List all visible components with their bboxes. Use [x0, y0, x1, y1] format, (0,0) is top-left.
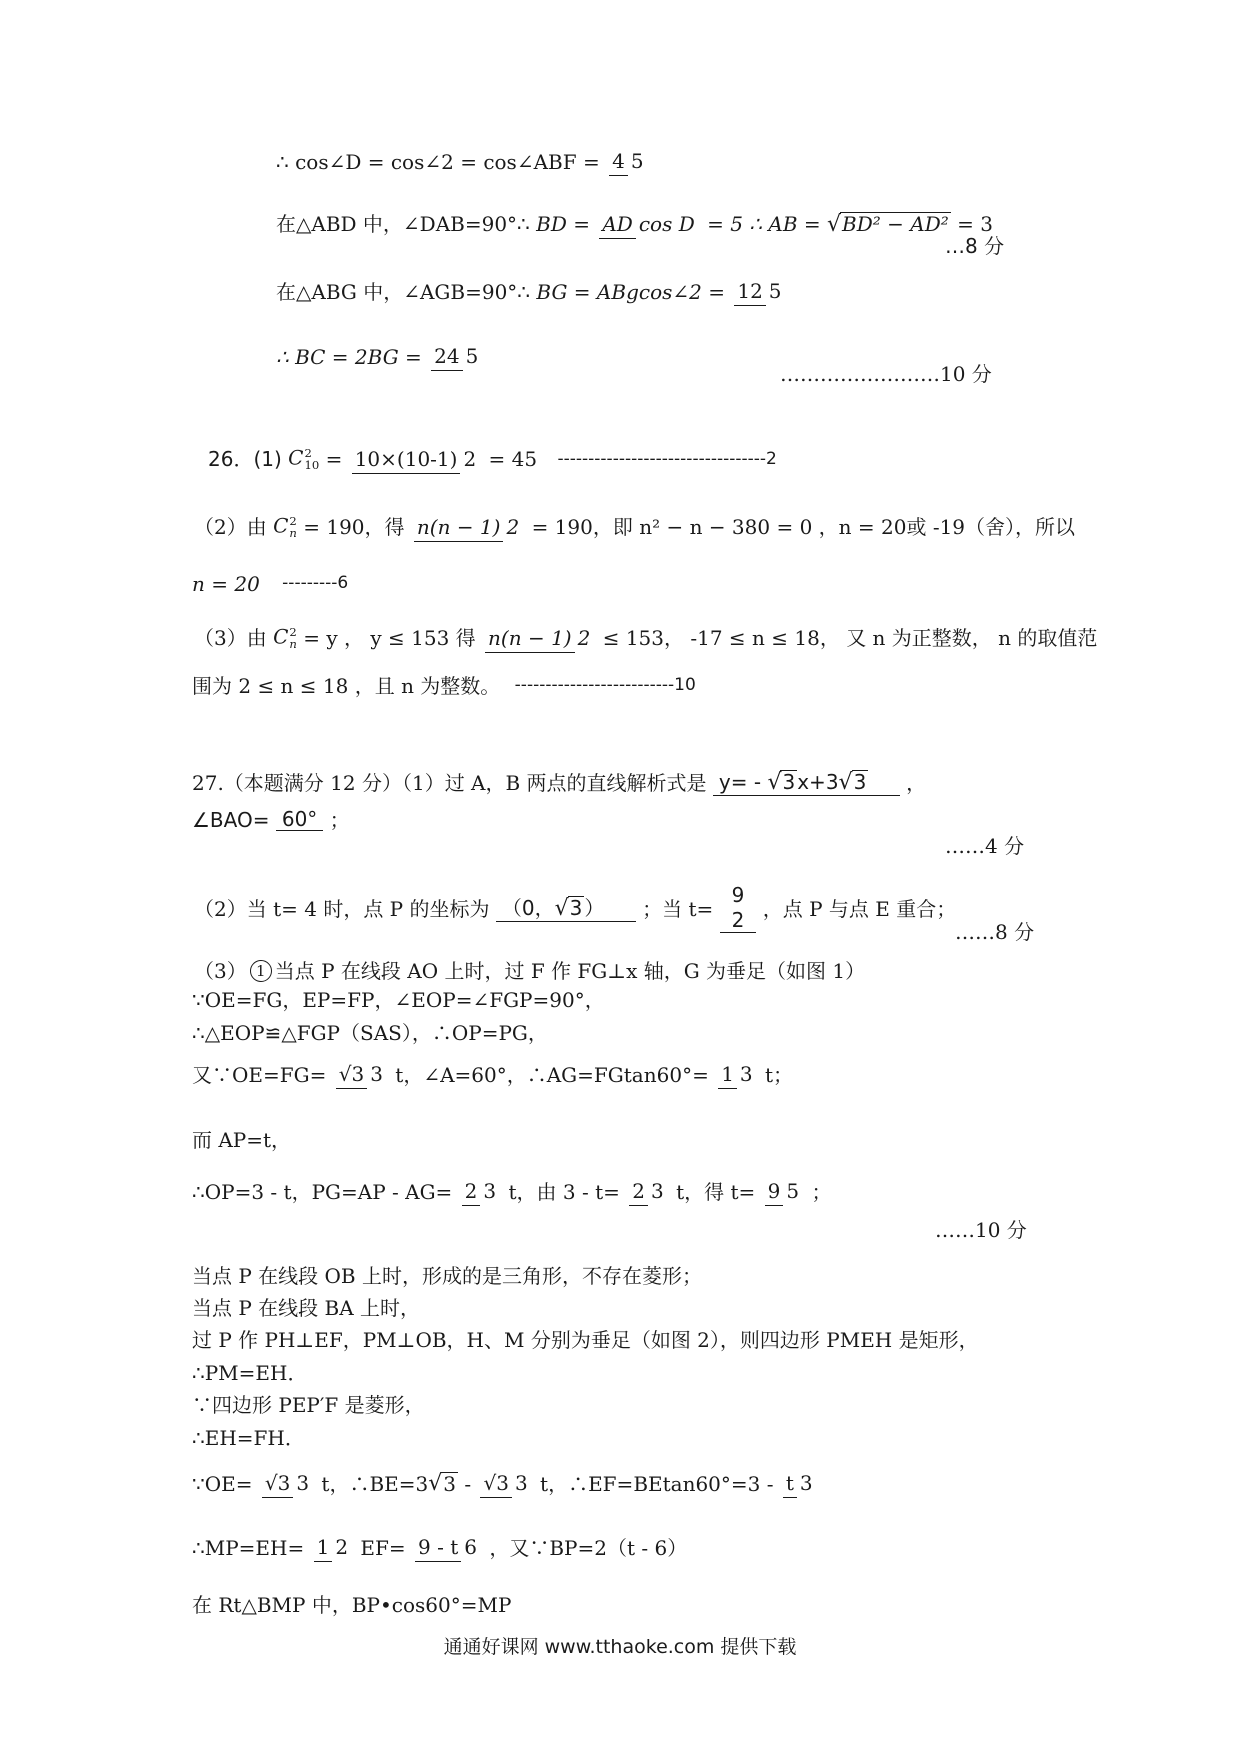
score-6: ---------6 [282, 573, 349, 593]
text: = 190，即 n² − n − 380 = 0 ，n = 20或 -19（舍），所以 [531, 515, 1076, 540]
math-expr: = 5 ∴ AB = [707, 212, 821, 236]
text: = 190，得 [303, 515, 405, 540]
q27-line-9 [192, 1180, 831, 1202]
q27-line-14: ∵四边形 PEP′F 是菱形， [192, 1393, 425, 1417]
answer-point-p: （0，√3 ） [496, 896, 636, 922]
text: ≤ 153， -17 ≤ n ≤ 18， 又 n 为正整数， n 的取值范 [602, 626, 1098, 651]
text: ∴MP=EH= [192, 1535, 305, 1560]
fraction-4-5: 4 5 [609, 151, 646, 172]
q26-part2-result [192, 572, 348, 594]
math-expr: = [325, 447, 343, 472]
fraction-n-2: n(n − 1) 2 [414, 517, 522, 538]
q27-line-7 [192, 1063, 793, 1085]
fraction-2-3: 2 3 [629, 1181, 666, 1202]
circled-number: 1 [250, 960, 272, 982]
text: ，又∵BP=2（t - 6） [489, 1535, 688, 1560]
math-expr: n = 20 [192, 571, 260, 596]
text: ；当 t= [642, 897, 714, 921]
text: 当点 P 在线段 AO 上时，过 F 作 FG⊥x 轴，G 为垂足（如图 1） [274, 958, 866, 983]
question-label: 26．(1) [208, 447, 282, 472]
text: - [464, 1471, 472, 1496]
q27-line-15: ∴EH=FH． [192, 1426, 305, 1450]
line-bd-ab [276, 212, 993, 236]
text: 在△ABG 中，∠AGB=90°∴ [276, 279, 531, 304]
text: ，点 P 与点 E 重合； [762, 897, 957, 921]
score-8: …8 分 [945, 234, 1005, 258]
text: 27.（本题满分 12 分）（1）过 A，B 两点的直线解析式是 [192, 771, 707, 795]
text: 在△ABD 中，∠DAB=90°∴ [276, 212, 530, 236]
q27-part1 [192, 770, 926, 796]
q27-line-10: 当点 P 在线段 OB 上时，形成的是三角形，不存在菱形； [192, 1264, 702, 1288]
fraction-9-t-6: 9 - t 6 [415, 1537, 480, 1558]
fraction-1-2: 1 2 [314, 1537, 351, 1558]
fraction-sqrt3-3: √3 3 [336, 1064, 386, 1085]
math-expr: = 3 [957, 212, 993, 236]
combination-symbol: C 2 n [273, 624, 297, 652]
q27-line-11: 当点 P 在线段 BA 上时， [192, 1296, 421, 1320]
fraction-ad-cosd: AD cos D [599, 214, 697, 235]
text: t，∴EF=BEtan60°=3 - [540, 1471, 774, 1496]
sqrt-3: 3 [443, 1472, 456, 1496]
text: （3）由 [194, 626, 267, 651]
math-expr: = 45 [488, 447, 538, 472]
score-10: --------------------------10 [514, 675, 696, 695]
score-10: ……10 分 [935, 1218, 1027, 1242]
line-bg [276, 280, 788, 302]
text: ； [329, 807, 350, 832]
score-8: ……8 分 [955, 920, 1035, 944]
math-expr: BG = ABgcos∠2 = [536, 279, 725, 304]
q27-line-17 [192, 1536, 687, 1558]
q26-part2 [194, 515, 1075, 539]
line-bc [276, 345, 484, 367]
fraction-n-2: n(n − 1) 2 [485, 628, 593, 649]
combination-symbol: C 2 n [273, 513, 297, 541]
score-4: ……4 分 [945, 834, 1025, 858]
score-2: ----------------------------------2 [557, 448, 777, 469]
q27-part2 [194, 885, 956, 933]
sqrt-expr: √BD² − AD² [827, 212, 949, 237]
text: 又∵OE=FG= [192, 1062, 327, 1087]
text: t，得 t= [676, 1179, 756, 1204]
answer-t: 9 2 [720, 885, 757, 933]
q26-part1 [208, 447, 777, 471]
fraction-10x9-2: 10×(10-1) 2 [352, 449, 479, 470]
text: ∴ cos∠D = cos∠2 = cos∠ABF = [276, 149, 600, 174]
text: t，∴BE=3 [321, 1471, 429, 1496]
answer-angle: 60° [276, 809, 323, 831]
q26-part3 [194, 626, 1097, 650]
math-expr: ∴ BC = 2BG = [276, 344, 422, 369]
text: t； [765, 1062, 794, 1087]
text: （3） [194, 958, 247, 983]
text: ， [906, 771, 927, 795]
text: t，由 3 - t= [508, 1179, 620, 1204]
score-10: ……………………10 分 [780, 362, 992, 386]
text: = y ， y ≤ 153 得 [303, 626, 476, 651]
fraction-sqrt3-3: √3 3 [262, 1473, 312, 1494]
text: t，∠A=60°，∴AG=FGtan60°= [395, 1062, 709, 1087]
text: ∵OE= [192, 1471, 253, 1496]
text: ∠BAO= [192, 807, 270, 832]
fraction-2-3: 2 3 [462, 1181, 499, 1202]
math-expr: BD = [536, 212, 590, 236]
q27-line-8: 而 AP=t， [192, 1128, 292, 1152]
fraction-24-5: 24 5 [431, 346, 481, 367]
text: ∴OP=3 - t，PG=AP - AG= [192, 1179, 453, 1204]
text: （2）由 [194, 515, 267, 540]
answer-line-equation: y= - √3 x+3√3 [713, 770, 900, 796]
text: （2）当 t= 4 时，点 P 的坐标为 [194, 897, 490, 921]
fraction-t-3: t 3 [783, 1473, 816, 1494]
q27-angle-bao [192, 808, 350, 831]
line-cos-d [276, 150, 650, 172]
q27-line-18: 在 Rt△BMP 中，BP•cos60°=MP [192, 1593, 512, 1617]
q27-line-12: 过 P 作 PH⊥EF，PM⊥OB，H、M 分别为垂足（如图 2），则四边形 PMEH 是矩形， [192, 1328, 979, 1352]
fraction-12-5: 12 5 [734, 281, 784, 302]
q27-line-16: ∵OE= √3 3 t，∴BE=3√3 - √3 3 t，∴EF=BEtan60°=3 - t 3 [192, 1472, 819, 1495]
text: ； [811, 1179, 832, 1204]
q27-line-5: ∵OE=FG，EP=FP，∠EOP=∠FGP=90°， [192, 988, 605, 1012]
fraction-1-3: 1 3 [718, 1064, 755, 1085]
combination-symbol: C 2 10 [288, 445, 320, 473]
fraction-9-5: 9 5 [765, 1181, 802, 1202]
fraction-sqrt3-3: √3 3 [480, 1473, 530, 1494]
page-footer: 通通好课网 www.tthaoke.com 提供下载 [443, 1636, 797, 1658]
q26-part3-range [192, 674, 696, 696]
q27-part3-intro [194, 959, 865, 982]
q27-line-13: ∴PM=EH． [192, 1361, 308, 1385]
text: 围为 2 ≤ n ≤ 18 ，且 n 为整数。 [192, 673, 501, 698]
q27-line-6: ∴△EOP≌△FGP（SAS），∴OP=PG， [192, 1021, 548, 1045]
text: EF= [360, 1535, 406, 1560]
